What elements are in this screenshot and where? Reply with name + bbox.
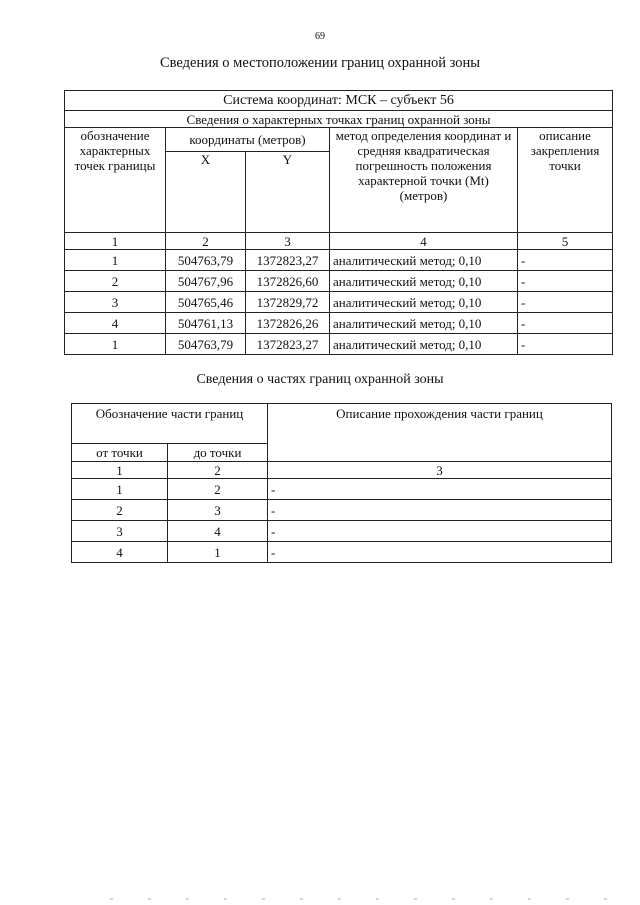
header-part-designation: Обозначение части границ: [72, 404, 268, 444]
to-point: 4: [168, 521, 268, 542]
fixing-value: -: [518, 313, 613, 334]
from-point: 4: [72, 542, 168, 563]
method-value: аналитический метод; 0,10: [330, 313, 518, 334]
table-row: [65, 250, 613, 271]
to-point: 2: [168, 479, 268, 500]
part-description: -: [268, 500, 612, 521]
table-row: [72, 479, 612, 500]
method-value: аналитический метод; 0,10: [330, 271, 518, 292]
header-y: Y: [246, 152, 330, 233]
column-numbers-row: [72, 462, 612, 479]
column-number: 1: [72, 462, 168, 479]
method-value: аналитический метод; 0,10: [330, 250, 518, 271]
characteristic-points-label: Сведения о характерных точках границ охранной зоны: [65, 111, 613, 128]
coord-y: 1372826,60: [246, 271, 330, 292]
column-number: 3: [246, 233, 330, 250]
column-number: 4: [330, 233, 518, 250]
from-point: 1: [72, 479, 168, 500]
boundary-parts-table: [71, 403, 612, 563]
header-fixing-description: описание закрепления точки: [518, 128, 613, 233]
point-id: 2: [65, 271, 166, 292]
column-number: 2: [168, 462, 268, 479]
header-to-point: до точки: [168, 444, 268, 462]
from-point: 3: [72, 521, 168, 542]
header-method: метод определения координат и средняя квадратическая погрешность положения характерной точки (Mt) (метров): [330, 128, 518, 233]
table-row: [72, 542, 612, 563]
coord-x: 504763,79: [166, 334, 246, 355]
section-title-location: Сведения о местоположении границ охранной зоны: [159, 55, 480, 71]
header-point-designation: обозначение характерных точек границы: [65, 128, 166, 233]
header-coordinates: координаты (метров): [166, 128, 330, 152]
part-description: -: [268, 521, 612, 542]
column-number: 3: [268, 462, 612, 479]
coordinate-system-label: Система координат: МСК – субъект 56: [65, 91, 613, 111]
method-value: аналитический метод; 0,10: [330, 292, 518, 313]
coord-y: 1372823,27: [246, 334, 330, 355]
fixing-value: -: [518, 292, 613, 313]
header-part-description: Описание прохождения части границ: [268, 404, 612, 462]
column-number: 2: [166, 233, 246, 250]
coord-x: 504767,96: [166, 271, 246, 292]
to-point: 3: [168, 500, 268, 521]
column-number: 1: [65, 233, 166, 250]
table-row: [72, 500, 612, 521]
scan-artifact: [110, 898, 610, 900]
point-id: 4: [65, 313, 166, 334]
header-x: X: [166, 152, 246, 233]
table-row: [65, 334, 613, 355]
boundary-points-table: [64, 90, 613, 355]
table-row: [65, 271, 613, 292]
fixing-value: -: [518, 271, 613, 292]
table-row: [65, 313, 613, 334]
from-point: 2: [72, 500, 168, 521]
part-description: -: [268, 542, 612, 563]
coord-x: 504761,13: [166, 313, 246, 334]
to-point: 1: [168, 542, 268, 563]
coord-x: 504765,46: [166, 292, 246, 313]
column-numbers-row: [65, 233, 613, 250]
method-value: аналитический метод; 0,10: [330, 334, 518, 355]
table-row: [65, 292, 613, 313]
coord-y: 1372826,26: [246, 313, 330, 334]
point-id: 1: [65, 250, 166, 271]
fixing-value: -: [518, 334, 613, 355]
page-number: 69: [315, 31, 325, 42]
coord-x: 504763,79: [166, 250, 246, 271]
part-description: -: [268, 479, 612, 500]
header-from-point: от точки: [72, 444, 168, 462]
column-number: 5: [518, 233, 613, 250]
table-row: [72, 521, 612, 542]
point-id: 3: [65, 292, 166, 313]
coord-y: 1372823,27: [246, 250, 330, 271]
fixing-value: -: [518, 250, 613, 271]
section-title-parts: Сведения о частях границ охранной зоны: [196, 372, 444, 387]
coord-y: 1372829,72: [246, 292, 330, 313]
point-id: 1: [65, 334, 166, 355]
